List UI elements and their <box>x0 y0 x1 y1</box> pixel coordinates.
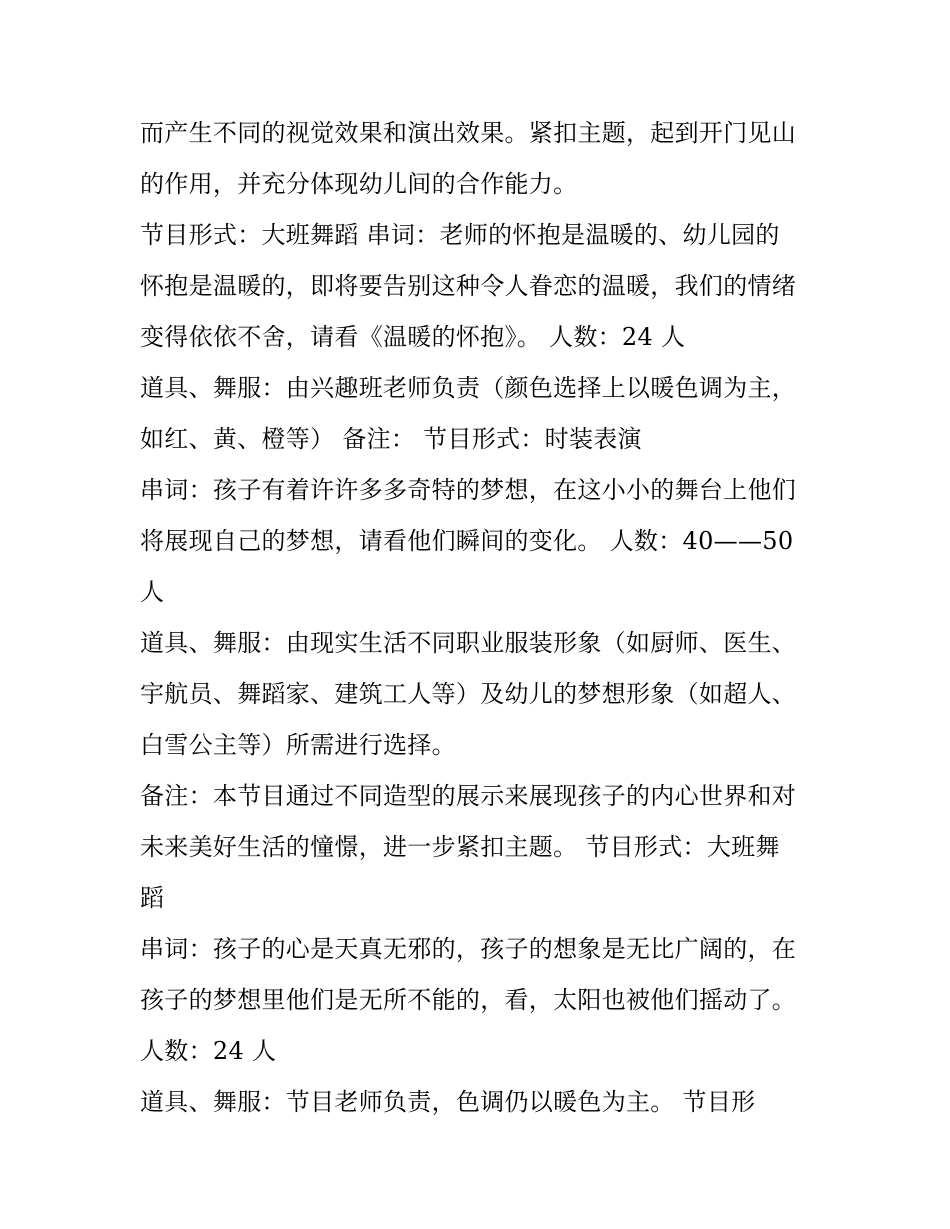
text-line: 如红、黄、橙等） 备注： 节目形式：时装表演 <box>140 425 642 453</box>
text-line: 道具、舞服：由兴趣班老师负责（颜色选择上以暖色调为主， <box>140 374 797 402</box>
text-line: 而产生不同的视觉效果和演出效果。紧扣主题，起到开门见山 <box>140 119 797 147</box>
document-body <box>140 108 820 1128</box>
text-line: 孩子的梦想里他们是无所不能的，看，太阳也被他们摇动了。 <box>140 986 797 1014</box>
text-line: 备注：本节目通过不同造型的展示来展现孩子的内心世界和对 <box>140 782 797 810</box>
text-line: 人 <box>140 578 165 606</box>
text-line: 蹈 <box>140 884 165 912</box>
text-line: 宇航员、舞蹈家、建筑工人等）及幼儿的梦想形象（如超人、 <box>140 680 797 708</box>
text-line: 道具、舞服：由现实生活不同职业服装形象（如厨师、医生、 <box>140 629 797 657</box>
text-line: 串词：孩子有着许许多多奇特的梦想，在这小小的舞台上他们 <box>140 476 797 504</box>
text-line: 的作用，并充分体现幼儿间的合作能力。 <box>140 170 578 198</box>
text-line: 将展现自己的梦想，请看他们瞬间的变化。 人数：40——50 <box>140 527 794 555</box>
text-line: 人数：24 人 <box>140 1037 277 1065</box>
text-line: 怀抱是温暖的，即将要告别这种令人眷恋的温暖，我们的情绪 <box>140 272 797 300</box>
text-line: 节目形式：大班舞蹈 串词：老师的怀抱是温暖的、幼儿园的 <box>140 221 780 249</box>
text-line: 串词：孩子的心是天真无邪的，孩子的想象是无比广阔的，在 <box>140 935 797 963</box>
text-line: 变得依依不舍，请看《温暖的怀抱》。 人数：24 人 <box>140 323 686 351</box>
text-line: 道具、舞服：节目老师负责，色调仍以暖色为主。 节目形 <box>140 1088 756 1116</box>
text-line: 白雪公主等）所需进行选择。 <box>140 731 456 759</box>
text-line: 未来美好生活的憧憬，进一步紧扣主题。 节目形式：大班舞 <box>140 833 780 861</box>
